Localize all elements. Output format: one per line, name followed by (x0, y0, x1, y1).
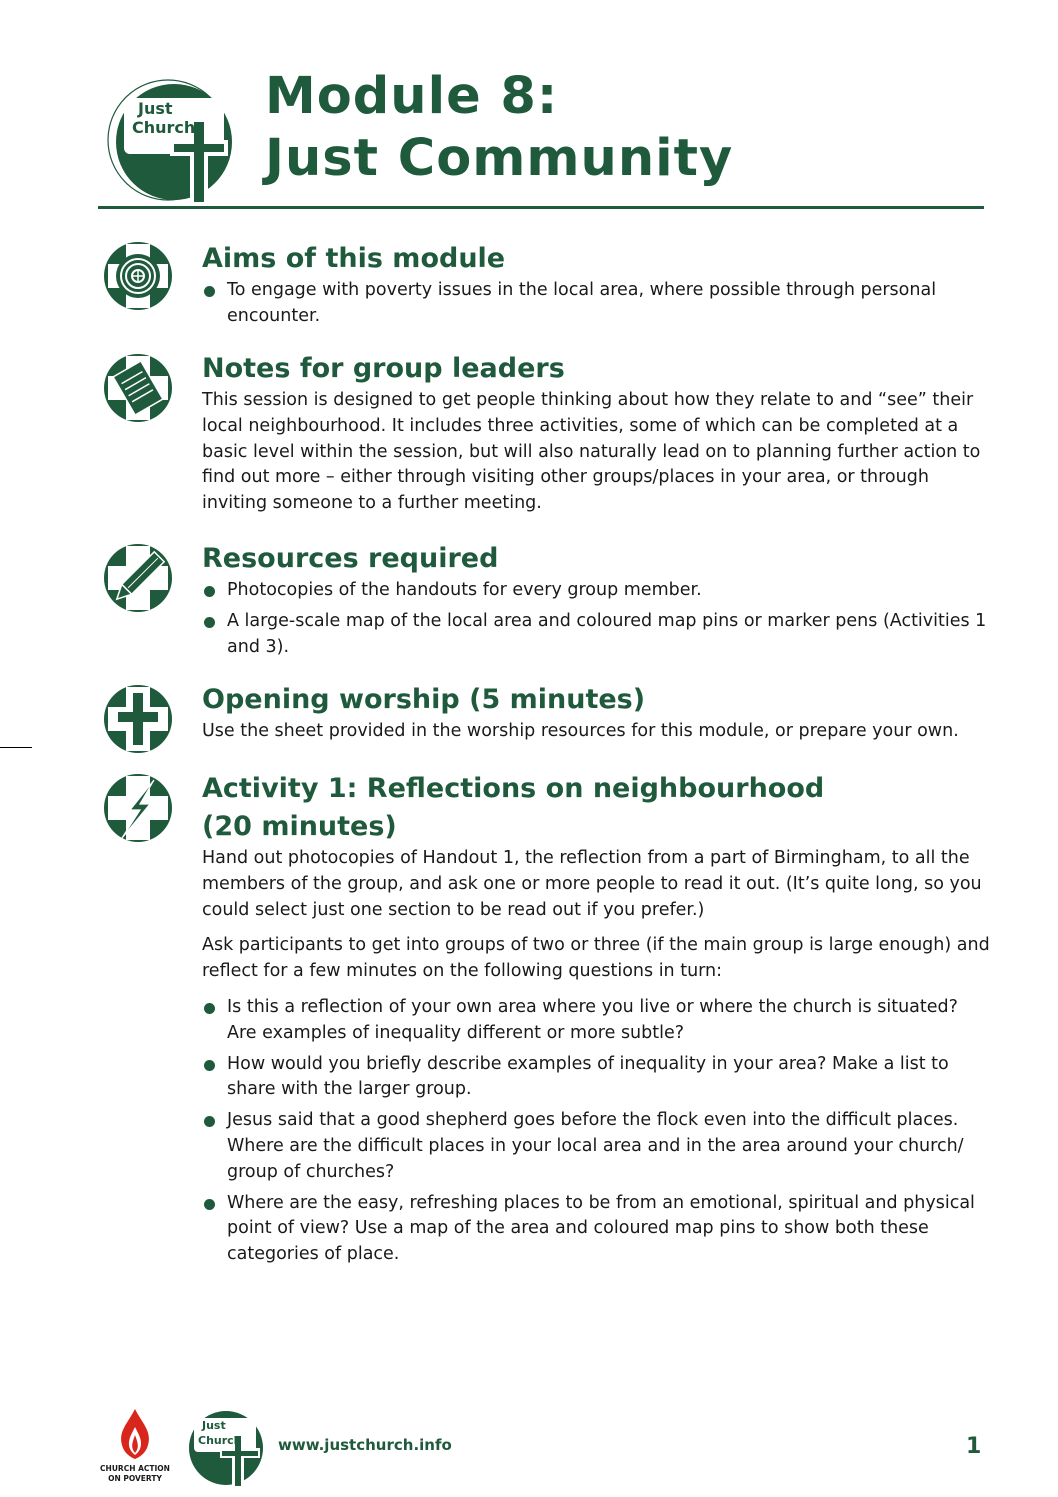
activity-1-paragraph-1: Hand out photocopies of Handout 1, the reflection from a part of Birmingham, to all the members of the group, and ask one or more people to read it out. (It’s quite long, so you could select just one section to be read out if you prefer.) (202, 848, 982, 920)
worship-heading: Opening worship (5 minutes) (202, 684, 646, 715)
cross-icon (100, 683, 176, 755)
title-line-1: Module 8: (265, 67, 559, 126)
cap-logo-line-2: ON POVERTY (108, 1474, 162, 1483)
list-item: Photocopies of the handouts for every group member. (202, 578, 992, 604)
footer-logo-text-just: Just (202, 1419, 226, 1432)
header-divider (98, 206, 984, 209)
website-link[interactable]: www.justchurch.info (278, 1436, 452, 1454)
page-title (265, 66, 733, 190)
lightning-icon (100, 772, 176, 844)
aims-list (202, 278, 992, 330)
church-action-on-poverty-logo (100, 1405, 170, 1485)
resources-heading: Resources required (202, 543, 499, 574)
list-item: Jesus said that a good shepherd goes before the flock even into the difficult places. Where are the difficult places in your local area and in the area around your church/ group of churches? (202, 1108, 992, 1185)
activity-1-paragraph-2: Ask participants to get into groups of two or three (if the main group is large enough) and reflect for a few minutes on the following questions in turn: (202, 935, 990, 982)
list-item: Is this a reflection of your own area where you live or where the church is situated? Are examples of inequality different or more subtle? (202, 995, 992, 1047)
notes-paragraph: This session is designed to get people thinking about how they relate to and “see” their local neighbourhood. It includes three activities, some of which can be completed at a basic level within the session, but will also naturally lead on to planning further action to find out more – either through visiting other groups/places in your area, or through inviting someone to a further meeting. (202, 390, 981, 514)
aims-heading: Aims of this module (202, 243, 506, 274)
footer-logo-text-church: Church (198, 1434, 242, 1447)
list-item: To engage with poverty issues in the local area, where possible through personal encounter. (202, 278, 992, 330)
resources-list (202, 578, 992, 660)
activity-1-list (202, 995, 992, 1268)
worship-paragraph: Use the sheet provided in the worship resources for this module, or prepare your own. (202, 721, 959, 741)
list-item: Where are the easy, refreshing places to be from an emotional, spiritual and physical point of view? Use a map of the area and coloured map pins to show both these categories of place. (202, 1191, 992, 1268)
activity-1-heading-line-2: (20 minutes) (202, 811, 397, 842)
title-line-2: Just Community (265, 129, 734, 188)
logo-text-just: Just (138, 99, 173, 118)
margin-tick (0, 747, 32, 748)
logo-text-church: Church (132, 118, 196, 137)
activity-1-heading-line-1: Activity 1: Reflections on neighbourhood (202, 773, 825, 804)
notepad-icon (100, 352, 176, 424)
list-item: How would you briefly describe examples of inequality in your area? Make a list to share with the larger group. (202, 1052, 992, 1104)
just-church-logo (98, 78, 238, 202)
page-number: 1 (966, 1434, 982, 1459)
cap-logo-line-1: CHURCH ACTION (100, 1464, 170, 1473)
just-church-footer-logo (186, 1408, 266, 1486)
target-icon (100, 240, 176, 312)
pencil-icon (100, 542, 176, 614)
notes-heading: Notes for group leaders (202, 353, 565, 384)
list-item: A large-scale map of the local area and coloured map pins or marker pens (Activities 1 and 3). (202, 609, 992, 661)
